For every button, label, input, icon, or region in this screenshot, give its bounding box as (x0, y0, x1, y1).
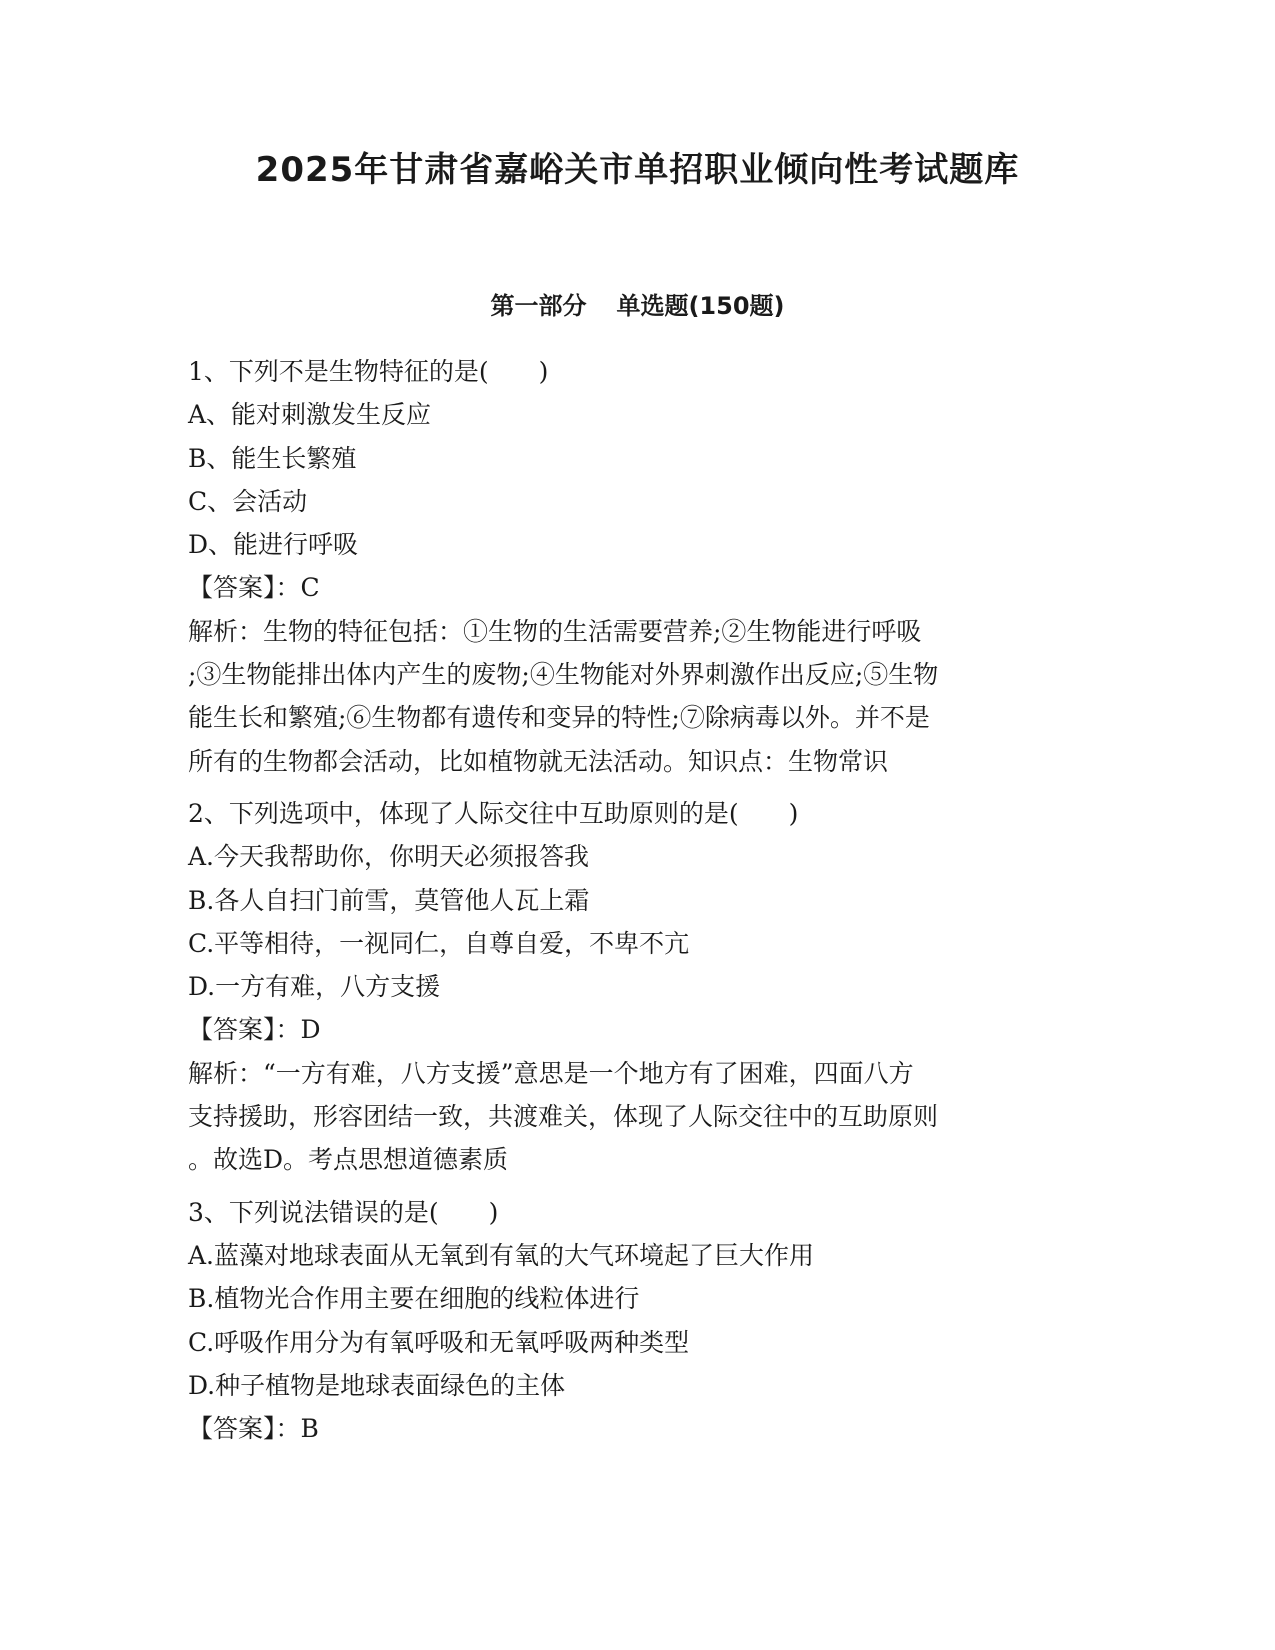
option-b: B.植物光合作用主要在细胞的线粒体进行 (188, 1284, 640, 1314)
document-title: 2025年甘肃省嘉峪关市单招职业倾向性考试题库 (255, 150, 1020, 190)
explanation-line: 支持援助，形容团结一致，共渡难关，体现了人际交往中的互助原则 (188, 1102, 939, 1132)
option-b: B、能生长繁殖 (188, 443, 357, 473)
explanation (188, 1052, 1068, 1182)
answer-line (188, 566, 1068, 609)
option-c: C.平等相待，一视同仁，自尊自爱，不卑不亢 (188, 928, 690, 958)
answer-line (188, 1008, 1068, 1051)
explanation (188, 610, 1068, 783)
explanation-line: 解析：生物的特征包括：①生物的生活需要营养;②生物能进行呼吸 (188, 616, 922, 646)
section-part: 第一部分 (490, 292, 587, 320)
explanation-line: ;③生物能排出体内产生的废物;④生物能对外界刺激作出反应;⑤生物 (188, 660, 939, 690)
question-3 (188, 1191, 1068, 1451)
option-a: A.今天我帮助你，你明天必须报答我 (188, 842, 590, 872)
option-d: D、能进行呼吸 (188, 530, 359, 560)
question-stem: 1、下列不是生物特征的是( ) (188, 357, 549, 386)
question-2 (188, 792, 1068, 1182)
option-c: C、会活动 (188, 486, 308, 516)
explanation-line: 。故选D。考点思想道德素质 (188, 1145, 509, 1175)
answer-value: D (300, 1015, 321, 1045)
section-title (0, 289, 1275, 323)
answer-value: C (300, 573, 320, 603)
answer-line (188, 1407, 1068, 1450)
section-name: 单选题(150题) (616, 292, 785, 320)
answer-label: 【答案】： (188, 573, 301, 603)
explanation-line: 所有的生物都会活动，比如植物就无法活动。知识点：生物常识 (188, 746, 889, 776)
option-a: A.蓝藻对地球表面从无氧到有氧的大气环境起了巨大作用 (188, 1240, 815, 1270)
option-b: B.各人自扫门前雪，莫管他人瓦上霜 (188, 885, 590, 915)
answer-label: 【答案】： (188, 1015, 301, 1045)
question-1 (188, 350, 1068, 783)
answer-label: 【答案】： (188, 1414, 301, 1444)
option-a: A、能对刺激发生反应 (188, 400, 432, 430)
option-d: D.一方有难，八方支援 (188, 972, 441, 1002)
option-d: D.种子植物是地球表面绿色的主体 (188, 1370, 566, 1400)
option-c: C.呼吸作用分为有氧呼吸和无氧呼吸两种类型 (188, 1327, 690, 1357)
question-list (188, 350, 1068, 1459)
question-stem: 3、下列说法错误的是( ) (188, 1197, 499, 1227)
answer-value: B (300, 1414, 319, 1444)
explanation-line: 解析：“一方有难，八方支援”意思是一个地方有了困难，四面八方 (188, 1058, 914, 1088)
explanation-line: 能生长和繁殖;⑥生物都有遗传和变异的特性;⑦除病毒以外。并不是 (188, 703, 930, 733)
question-stem: 2、下列选项中，体现了人际交往中互助原则的是( ) (188, 798, 799, 828)
